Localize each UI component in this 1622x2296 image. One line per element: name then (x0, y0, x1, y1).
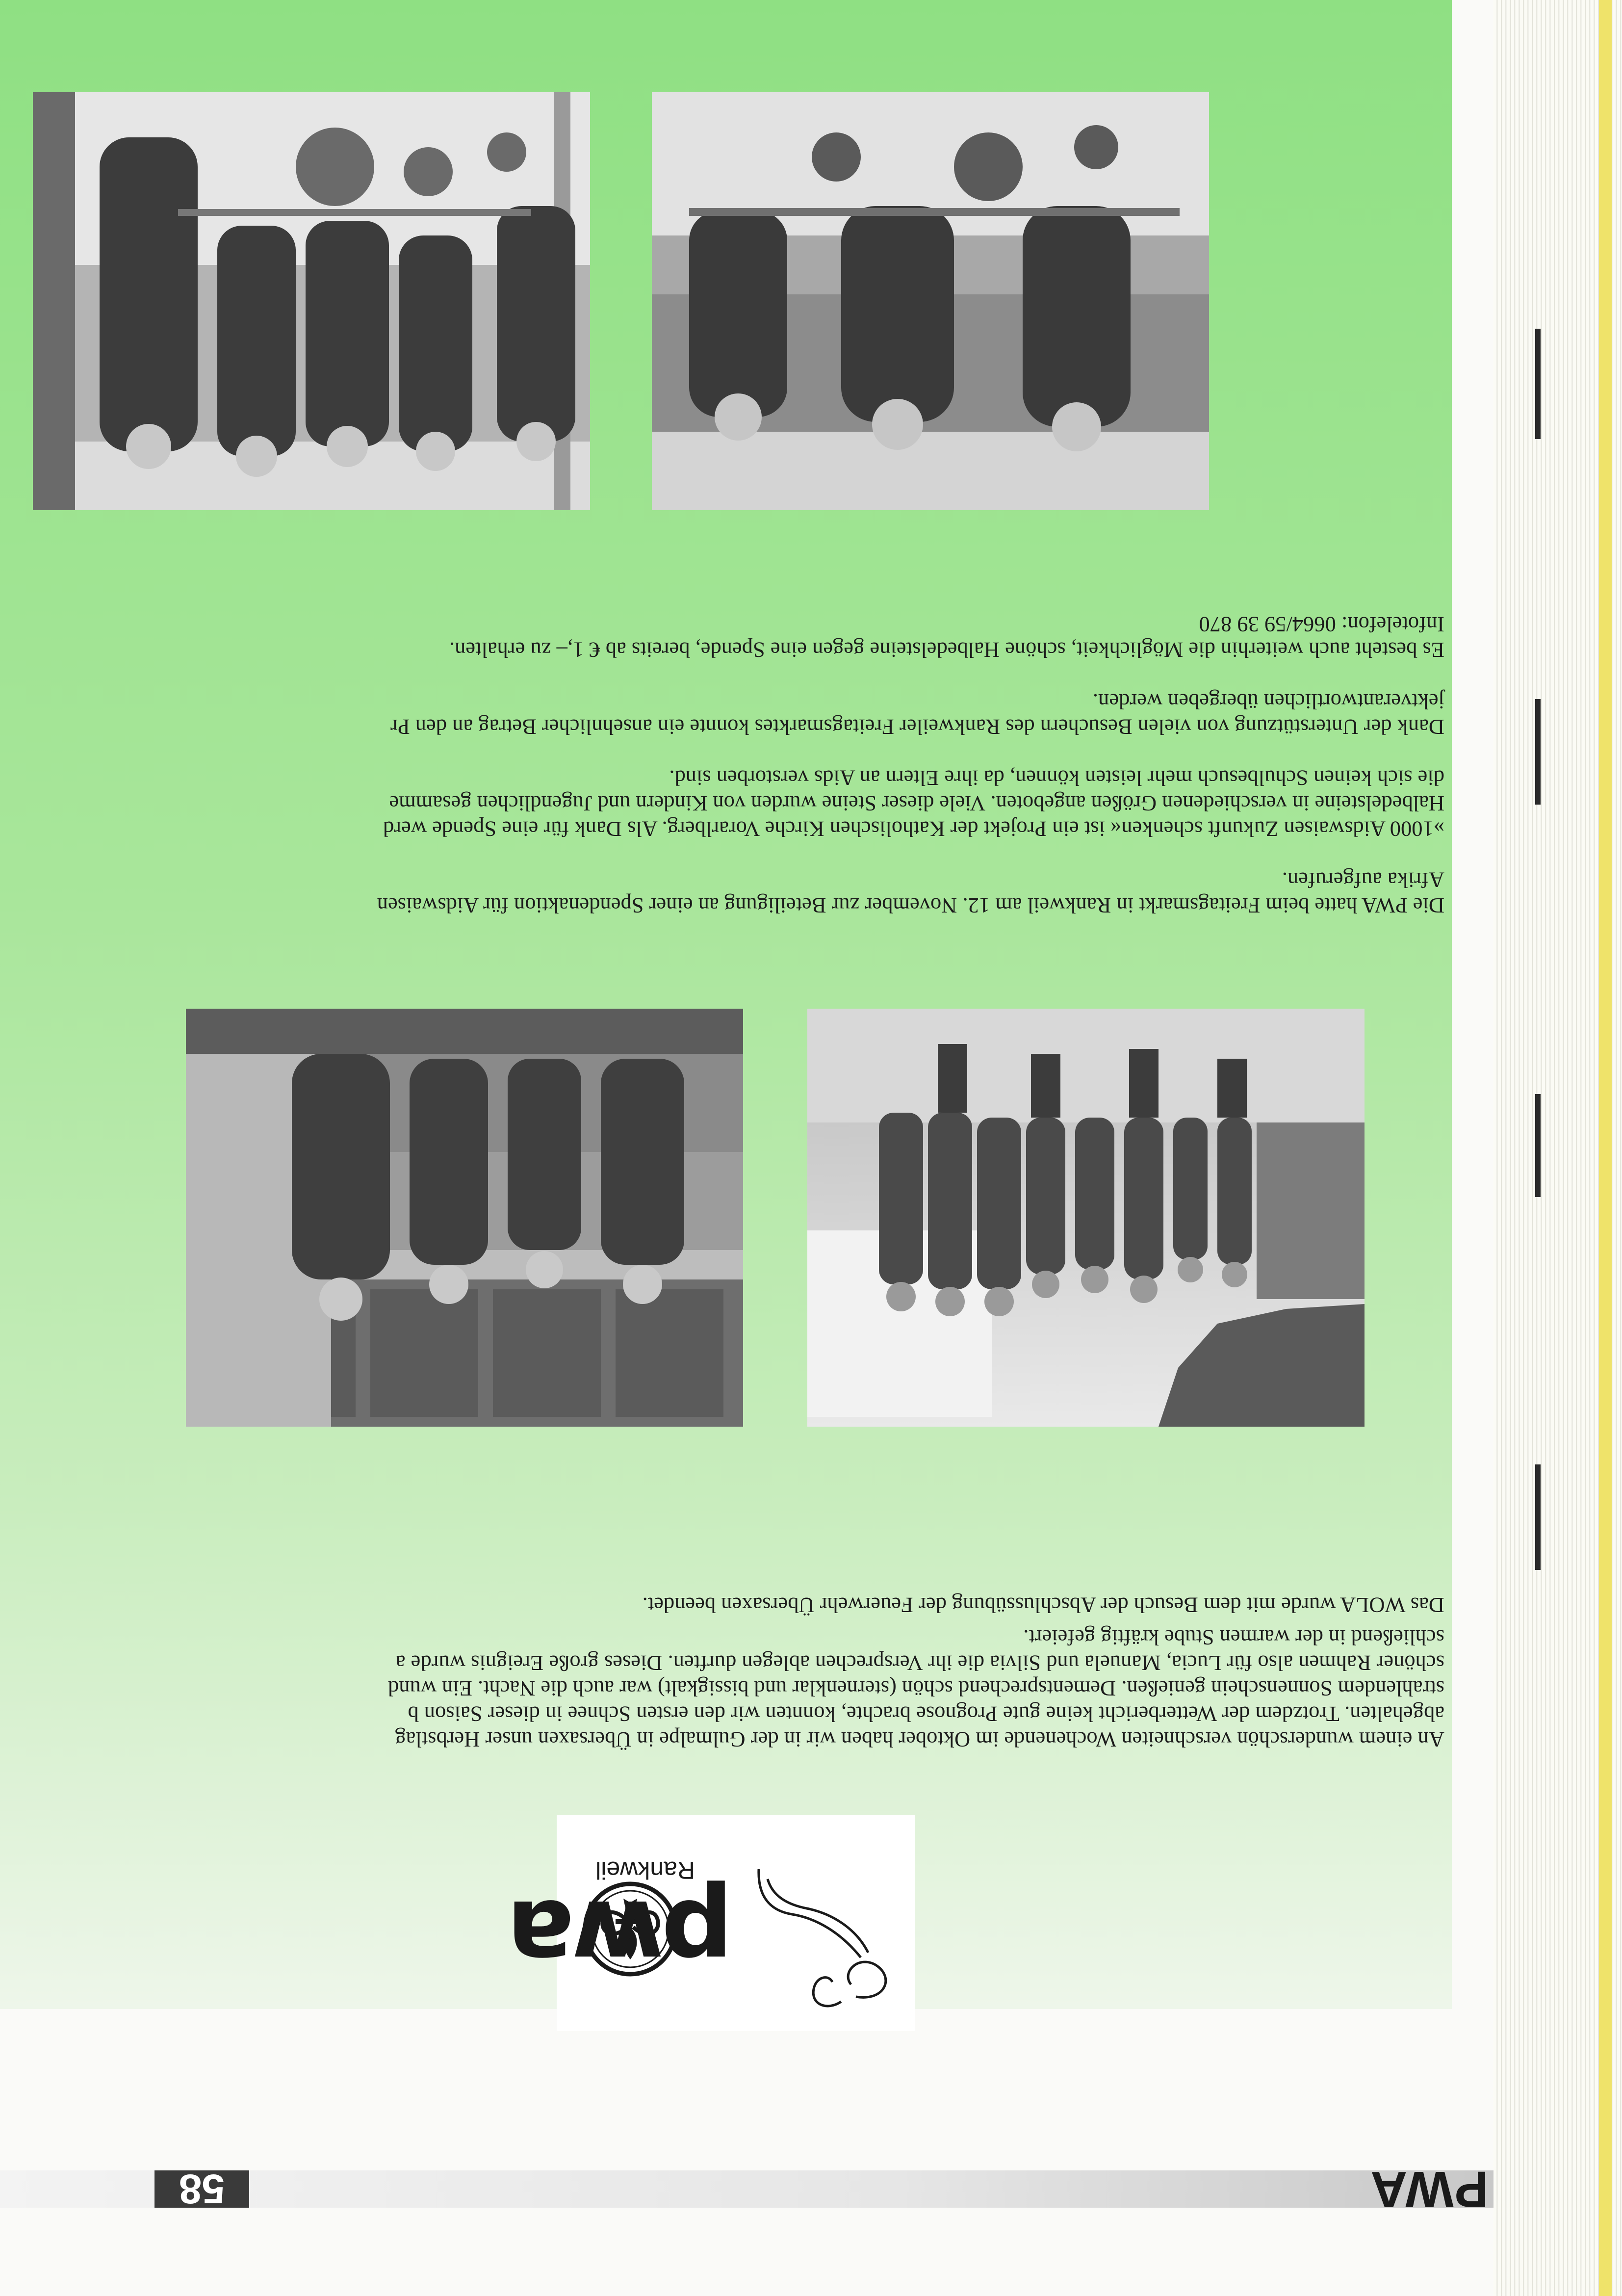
text-line: strahlendem Sonnenschein genießen. Dementsprechend schön (sternenklar und bissigkalt) war auch die Nacht. Ein wund (388, 1676, 1444, 1701)
page-edge-yellow-band (1599, 0, 1612, 2296)
info-phone: Infotelefon: 0664/59 39 870 (1199, 612, 1444, 637)
section-title: PWA (1369, 2161, 1489, 2218)
camp-closing-paragraph (2, 1592, 1444, 1618)
text-line: Halbedelsteine in verschiedenen Größen angeboten. Viele dieser Steine wurden von Kindern und Jugendlichen gesamme (389, 791, 1444, 816)
kitchen-group-photo (186, 1009, 743, 1427)
camp-report-paragraph (2, 1625, 1444, 1752)
speech-swirl-icon (759, 1869, 886, 2006)
text-line: Dank der Unterstützung von vielen Besuchern des Rankweiler Freitagsmarktes konnte ein ansehnlicher Betrag an den Pr (390, 715, 1444, 739)
pwa-rankweil-logo (509, 1815, 915, 2031)
book-page-edges (1493, 0, 1622, 2296)
page-edge-marker (1535, 699, 1541, 805)
page-edge-marker (1535, 1094, 1541, 1197)
page-edge-marker (1535, 329, 1541, 439)
text-line: Afrika aufgerufen. (1282, 868, 1444, 892)
page-edge-marker (1535, 1464, 1541, 1570)
text-line: schließend in der warmen Stube kräftig gefeiert. (1023, 1625, 1444, 1650)
market-intro-paragraph (2, 867, 1444, 918)
market-stall-photo (652, 92, 1209, 510)
group-in-snow-photo (807, 1009, 1365, 1427)
info-paragraph (2, 612, 1444, 663)
text-line: An einem wunderschön verschneiten Wochenende im Oktober haben wir in der Gulmalpe in Übersaxen unser Herbstlag (395, 1727, 1444, 1752)
market-stall-group-photo (33, 92, 590, 510)
text-line: »1000 Aidswaisen Zukunft schenken« ist ein Projekt der Katholischen Kirche Vorarlberg. Als Dank für eine Spende werd (383, 817, 1444, 841)
text-line: die sich keinen Schulbesuch mehr leisten können, da ihre Eltern an Aids verstorben sind. (669, 766, 1444, 790)
text-line: schöner Rahmen also für Lucia, Manuela und Silvia die ihr Versprechen ablegen durften. Dieses große Ereignis wurde a (395, 1651, 1444, 1675)
page-number: 58 (154, 2170, 249, 2208)
logo-wordmark: pwa (509, 1878, 733, 1994)
thanks-paragraph (2, 689, 1444, 740)
text-line: jektverantwortlichen übergeben werden. (1092, 689, 1444, 714)
project-paragraph (2, 765, 1444, 842)
text-line: Es besteht auch weiterhin die Möglichkeit, schöne Halbedelsteine gegen eine Spende, bereits ab € 1,– zu erhalten. (449, 638, 1444, 662)
logo-location: Rankweil (595, 1856, 695, 1884)
text-line: Das WOLA wurde mit dem Besuch der Abschlussübung der Feuerwehr Übersaxen beendet. (642, 1593, 1444, 1618)
text-line: abgehalten. Trotzdem der Wetterbericht keine gute Prognose brachte, konnten wir den ersten Schnee in dieser Saison b (408, 1702, 1444, 1726)
text-line: Die PWA hatte beim Freitagsmarkt in Rankweil am 12. November zur Beteiligung an einer Spendenaktion für Aidswaisen (377, 893, 1444, 918)
